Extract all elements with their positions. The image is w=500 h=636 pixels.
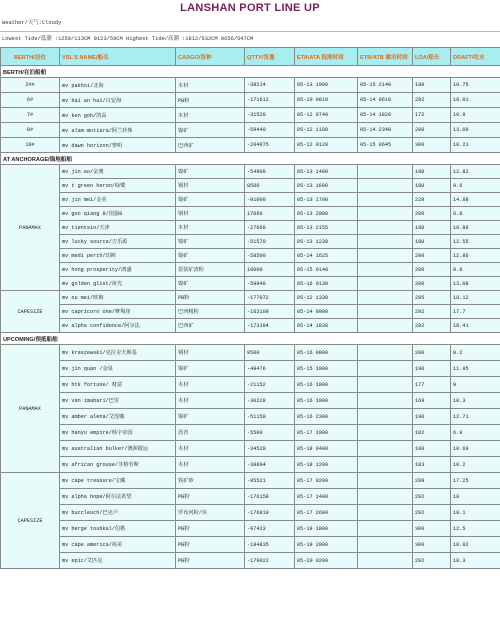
cell-qtty: -171612 bbox=[245, 93, 295, 108]
cell-draft: 13.08 bbox=[451, 277, 500, 291]
cell-qtty: -27660 bbox=[245, 221, 295, 235]
cell-loa: 300 bbox=[413, 138, 451, 153]
cell-vessel: mv cape america/裕美 bbox=[60, 537, 176, 553]
cell-cargo: 镍矿 bbox=[176, 123, 245, 138]
cell-cargo: 镍矿 bbox=[176, 165, 245, 179]
cell-qtty: 17060 bbox=[245, 207, 295, 221]
cell-etb bbox=[358, 425, 413, 441]
cell-etb: 05-14 0610 bbox=[358, 93, 413, 108]
cell-vessel: mv jin quan /金泉 bbox=[60, 361, 176, 377]
cell-eta: 05-16 0800 bbox=[295, 345, 358, 361]
header-etb: ETB/ATB 靠泊时间 bbox=[358, 48, 413, 66]
header-row bbox=[1, 48, 500, 66]
cell-etb bbox=[358, 521, 413, 537]
cell-qtty: -21152 bbox=[245, 377, 295, 393]
anchorage-section bbox=[1, 153, 500, 333]
cell-qtty: -30229 bbox=[245, 393, 295, 409]
cell-qtty: -38214 bbox=[245, 78, 295, 93]
cell-etb: 05-15 0645 bbox=[358, 138, 413, 153]
cell-etb bbox=[358, 305, 413, 319]
berth-section bbox=[1, 66, 500, 153]
table-row bbox=[1, 207, 500, 221]
cell-cargo: PB粉 bbox=[176, 537, 245, 553]
cell-qtty: -38894 bbox=[245, 457, 295, 473]
cell-loa: 180 bbox=[413, 441, 451, 457]
cell-loa: 200 bbox=[413, 263, 451, 277]
cell-vessel: mv kraszewski/克拉舍夫斯基 bbox=[60, 345, 176, 361]
cell-vessel: mv medi perth/珀斯 bbox=[60, 249, 176, 263]
cell-cargo: 铁矿砂 bbox=[176, 473, 245, 489]
cell-etb bbox=[358, 457, 413, 473]
cell-etb bbox=[358, 409, 413, 425]
table-row bbox=[1, 473, 500, 489]
cell-eta: 05-19 1800 bbox=[295, 521, 358, 537]
table-row bbox=[1, 179, 500, 193]
cell-eta: 05-16 0130 bbox=[295, 277, 358, 291]
group-label: CAPESIZE bbox=[1, 473, 60, 569]
cell-draft: 9 bbox=[451, 377, 500, 393]
cell-cargo: 镍矿 bbox=[176, 277, 245, 291]
cell-qtty: -34520 bbox=[245, 441, 295, 457]
cell-draft: 10.69 bbox=[451, 441, 500, 457]
header-draft: DRAFT/吃水 bbox=[451, 48, 500, 66]
cell-loa: 200 bbox=[413, 123, 451, 138]
cell-cargo: 袋装矿渣粉 bbox=[176, 263, 245, 277]
cell-cargo: 镍矿 bbox=[176, 193, 245, 207]
cell-vessel: mv bai an hai/百安海 bbox=[60, 93, 176, 108]
table-row bbox=[1, 553, 500, 569]
cell-qtty: -59440 bbox=[245, 123, 295, 138]
cell-eta: 05-13 1900 bbox=[295, 78, 358, 93]
tide-line: Lowest Tide/低潮 :1259/113CM 0123/59CM Highest Tide/高潮 :1812/532CM 0656/547CM bbox=[0, 31, 500, 47]
cell-cargo: 钢材 bbox=[176, 345, 245, 361]
cell-cargo: 木材 bbox=[176, 441, 245, 457]
cell-vessel: mv ken goh/凯高 bbox=[60, 108, 176, 123]
cell-cargo: 木材 bbox=[176, 377, 245, 393]
cell-loa: 180 bbox=[413, 78, 451, 93]
cell-etb bbox=[358, 319, 413, 333]
cell-draft: 11.95 bbox=[451, 361, 500, 377]
cell-loa: 200 bbox=[413, 249, 451, 263]
cell-eta: 05-20 0200 bbox=[295, 553, 358, 569]
cell-eta: 05-16 2300 bbox=[295, 409, 358, 425]
cell-qtty: -163109 bbox=[245, 305, 295, 319]
cell-vessel: mv hong prosperity/鸿盛 bbox=[60, 263, 176, 277]
lineup-table bbox=[0, 47, 500, 569]
cell-eta: 05-15 1900 bbox=[295, 361, 358, 377]
cell-eta: 05-13 1700 bbox=[295, 193, 358, 207]
cell-cargo: PB粉 bbox=[176, 489, 245, 505]
cell-vessel: mv jin mei/金美 bbox=[60, 193, 176, 207]
cell-etb: 05-14 1820 bbox=[358, 108, 413, 123]
cell-vessel: mv african grouse/非格劳斯 bbox=[60, 457, 176, 473]
cell-vessel: mv jin ao/金澳 bbox=[60, 165, 176, 179]
cell-vessel: mv alpha hope/阿尔法希望 bbox=[60, 489, 176, 505]
table-row bbox=[1, 393, 500, 409]
cell-qtty: -5500 bbox=[245, 425, 295, 441]
cell-etb bbox=[358, 263, 413, 277]
cell-vessel: mv lucky source/吉乐源 bbox=[60, 235, 176, 249]
cell-etb bbox=[358, 291, 413, 305]
cell-qtty: -184835 bbox=[245, 537, 295, 553]
cell-etb bbox=[358, 165, 413, 179]
cell-qtty: 8500 bbox=[245, 179, 295, 193]
cell-loa: 295 bbox=[413, 291, 451, 305]
table-row bbox=[1, 489, 500, 505]
cell-vessel: mv epic/艾匹克 bbox=[60, 553, 176, 569]
cell-loa: 292 bbox=[413, 93, 451, 108]
cell-loa: 292 bbox=[413, 553, 451, 569]
upcoming-section bbox=[1, 333, 500, 569]
cell-qtty: -58500 bbox=[245, 249, 295, 263]
cell-vessel: mv t green heron/绿鹭 bbox=[60, 179, 176, 193]
cell-draft: 18.02 bbox=[451, 537, 500, 553]
cell-vessel: mv hanyu empire/韩宇帝国 bbox=[60, 425, 176, 441]
cell-cargo: PB粉 bbox=[176, 291, 245, 305]
table-row bbox=[1, 425, 500, 441]
cell-loa: 172 bbox=[413, 108, 451, 123]
cell-cargo: 钢材 bbox=[176, 179, 245, 193]
cell-draft: 10.3 bbox=[451, 393, 500, 409]
header-cargo: CARGO/货种 bbox=[176, 48, 245, 66]
cell-etb: 05-15 2140 bbox=[358, 78, 413, 93]
cell-loa: 169 bbox=[413, 393, 451, 409]
cell-loa: 102 bbox=[413, 425, 451, 441]
cell-eta: 05-12 0740 bbox=[295, 108, 358, 123]
header-berth: BERTH/泊位 bbox=[1, 48, 60, 66]
page-title: LANSHAN PORT LINE UP bbox=[180, 2, 320, 14]
table-row bbox=[1, 193, 500, 207]
cell-draft: 18.21 bbox=[451, 138, 500, 153]
cell-loa: 177 bbox=[413, 377, 451, 393]
cell-qtty: -177072 bbox=[245, 291, 295, 305]
cell-cargo: 巴西矿 bbox=[176, 138, 245, 153]
cell-eta: 05-18 0400 bbox=[295, 441, 358, 457]
cell-cargo: PB粉 bbox=[176, 521, 245, 537]
cell-qtty: -51150 bbox=[245, 409, 295, 425]
table-row bbox=[1, 165, 500, 179]
cell-loa: 190 bbox=[413, 361, 451, 377]
table-row bbox=[1, 138, 500, 153]
cell-qtty: 10000 bbox=[245, 263, 295, 277]
cell-eta: 05-17 2600 bbox=[295, 505, 358, 521]
header-eta: ETA/ATA 抵港时间 bbox=[295, 48, 358, 66]
table-row bbox=[1, 108, 500, 123]
cell-draft: 10.9 bbox=[451, 108, 500, 123]
cell-eta: 05-16 1900 bbox=[295, 393, 358, 409]
cell-eta: 05-17 0200 bbox=[295, 473, 358, 489]
table-row bbox=[1, 537, 500, 553]
group-label: PANAMAX bbox=[1, 165, 60, 291]
cell-eta: 05-17 1000 bbox=[295, 425, 358, 441]
cell-etb bbox=[358, 361, 413, 377]
cell-vessel: mv ou mei/欧梅 bbox=[60, 291, 176, 305]
cell-draft: 12.86 bbox=[451, 249, 500, 263]
header-vessel: VSL'S NAME/船名 bbox=[60, 48, 176, 66]
table-row bbox=[1, 221, 500, 235]
cell-draft: 18.41 bbox=[451, 319, 500, 333]
cell-eta: 05-12 1330 bbox=[295, 291, 358, 305]
cell-eta: 05-14 1830 bbox=[295, 319, 358, 333]
cell-eta: 05-13 1400 bbox=[295, 165, 358, 179]
section-upcoming bbox=[1, 333, 500, 345]
cell-berth: 6# bbox=[1, 93, 60, 108]
table-row bbox=[1, 521, 500, 537]
cell-loa: 200 bbox=[413, 277, 451, 291]
section-berth bbox=[1, 66, 500, 78]
cell-vessel: mv cape treasure/宝藏 bbox=[60, 473, 176, 489]
cell-vessel: mv golden glist/祖光 bbox=[60, 277, 176, 291]
cell-draft: 18.12 bbox=[451, 291, 500, 305]
cell-draft: 14.88 bbox=[451, 193, 500, 207]
header-loa: LOA/船长 bbox=[413, 48, 451, 66]
cell-cargo: 罗布河粉/块 bbox=[176, 505, 245, 521]
cell-etb bbox=[358, 277, 413, 291]
cell-etb bbox=[358, 505, 413, 521]
cell-etb bbox=[358, 441, 413, 457]
table-row bbox=[1, 263, 500, 277]
weather-line: Weather/天气:Cloudy bbox=[2, 20, 62, 26]
table-row bbox=[1, 441, 500, 457]
cell-eta: 05-16 1800 bbox=[295, 377, 358, 393]
cell-eta: 05-15 0140 bbox=[295, 263, 358, 277]
cell-eta: 05-12 0120 bbox=[295, 138, 358, 153]
cell-loa: 289 bbox=[413, 473, 451, 489]
section-upcoming-label: UPCOMING/预抵船舶 bbox=[1, 333, 500, 345]
cell-loa: 190 bbox=[413, 409, 451, 425]
cell-qtty: -59940 bbox=[245, 277, 295, 291]
cell-cargo: PB粉 bbox=[176, 553, 245, 569]
cell-draft: 6.9 bbox=[451, 425, 500, 441]
cell-cargo: 镍矿 bbox=[176, 409, 245, 425]
cell-berth: 10# bbox=[1, 138, 60, 153]
cell-loa: 292 bbox=[413, 505, 451, 521]
cell-cargo: 木材 bbox=[176, 393, 245, 409]
cell-draft: 9.9 bbox=[451, 263, 500, 277]
cell-etb bbox=[358, 393, 413, 409]
cell-vessel: mv pakhoi/北海 bbox=[60, 78, 176, 93]
cell-cargo: PB粉 bbox=[176, 93, 245, 108]
cell-cargo: 木材 bbox=[176, 457, 245, 473]
cell-vessel: mv van imabari/巴里 bbox=[60, 393, 176, 409]
cell-draft: 18 bbox=[451, 489, 500, 505]
cell-draft: 12.71 bbox=[451, 409, 500, 425]
header-qtty: QTTY/货量 bbox=[245, 48, 295, 66]
cell-etb bbox=[358, 377, 413, 393]
cell-vessel: mv australian bulker/澳洲散运 bbox=[60, 441, 176, 457]
cell-draft: 9.6 bbox=[451, 179, 500, 193]
cell-eta: 05-19 2000 bbox=[295, 537, 358, 553]
cell-qtty: -176810 bbox=[245, 505, 295, 521]
cell-vessel: mv buccleuch/巴克卢 bbox=[60, 505, 176, 521]
cell-loa: 200 bbox=[413, 345, 451, 361]
cell-loa: 190 bbox=[413, 179, 451, 193]
cell-berth: 8# bbox=[1, 123, 60, 138]
cell-qtty: -173194 bbox=[245, 319, 295, 333]
cell-etb bbox=[358, 537, 413, 553]
cell-draft: 12.5 bbox=[451, 521, 500, 537]
cell-eta: 05-13 2000 bbox=[295, 207, 358, 221]
cell-eta: 05-13 2155 bbox=[295, 221, 358, 235]
cell-qtty: -51570 bbox=[245, 235, 295, 249]
cell-cargo: 巴西矿 bbox=[176, 319, 245, 333]
cell-eta: 05-17 1400 bbox=[295, 489, 358, 505]
cell-loa: 292 bbox=[413, 305, 451, 319]
cell-vessel: mv capricorn one/摩羯座 bbox=[60, 305, 176, 319]
cell-etb bbox=[358, 489, 413, 505]
cell-eta: 05-14 0000 bbox=[295, 305, 358, 319]
cell-qtty: -204075 bbox=[245, 138, 295, 153]
table-row bbox=[1, 291, 500, 305]
cell-eta: 05-14 1625 bbox=[295, 249, 358, 263]
cell-etb bbox=[358, 345, 413, 361]
cell-loa: 200 bbox=[413, 207, 451, 221]
table-row bbox=[1, 277, 500, 291]
cell-etb bbox=[358, 235, 413, 249]
cell-cargo: 木材 bbox=[176, 108, 245, 123]
cell-etb bbox=[358, 221, 413, 235]
group-label: PANAMAX bbox=[1, 345, 60, 473]
cell-etb bbox=[358, 249, 413, 263]
cell-cargo: 沥青 bbox=[176, 425, 245, 441]
cell-draft: 18.1 bbox=[451, 505, 500, 521]
cell-qtty: -54900 bbox=[245, 165, 295, 179]
cell-loa: 300 bbox=[413, 537, 451, 553]
table-row bbox=[1, 123, 500, 138]
cell-cargo: 镍矿 bbox=[176, 235, 245, 249]
cell-draft: 17.25 bbox=[451, 473, 500, 489]
cell-vessel: mv berge toubkal/伯勒 bbox=[60, 521, 176, 537]
cell-qtty: -85521 bbox=[245, 473, 295, 489]
cell-draft: 10.2 bbox=[451, 457, 500, 473]
cell-cargo: 钢材 bbox=[176, 207, 245, 221]
cell-cargo: 木材 bbox=[176, 221, 245, 235]
cell-vessel: mv amber alena/艾莲娜 bbox=[60, 409, 176, 425]
cell-eta: 05-13 1230 bbox=[295, 235, 358, 249]
cell-qtty: -97423 bbox=[245, 521, 295, 537]
cell-etb bbox=[358, 179, 413, 193]
cell-draft: 6.8 bbox=[451, 207, 500, 221]
table-row bbox=[1, 409, 500, 425]
cell-berth: 2## bbox=[1, 78, 60, 93]
cell-draft: 13.09 bbox=[451, 123, 500, 138]
cell-vessel: mv goo qiang 8/国强8 bbox=[60, 207, 176, 221]
cell-qtty: -49476 bbox=[245, 361, 295, 377]
cell-draft: 12.82 bbox=[451, 165, 500, 179]
table-row bbox=[1, 345, 500, 361]
cell-loa: 292 bbox=[413, 319, 451, 333]
cell-loa: 190 bbox=[413, 235, 451, 249]
cell-qtty: -31520 bbox=[245, 108, 295, 123]
cell-loa: 180 bbox=[413, 221, 451, 235]
cell-draft: 18.3 bbox=[451, 553, 500, 569]
cell-cargo: 巴西粗粉 bbox=[176, 305, 245, 319]
cell-eta: 05-13 1600 bbox=[295, 179, 358, 193]
cell-cargo: 木材 bbox=[176, 78, 245, 93]
table-row bbox=[1, 319, 500, 333]
cell-vessel: mv tientsin/天津 bbox=[60, 221, 176, 235]
cell-eta: 05-12 1100 bbox=[295, 123, 358, 138]
cell-loa: 300 bbox=[413, 521, 451, 537]
cell-etb bbox=[358, 473, 413, 489]
table-row bbox=[1, 377, 500, 393]
section-anchorage-label: AT ANCHORAGE/锚地船舶 bbox=[1, 153, 500, 165]
cell-draft: 12.55 bbox=[451, 235, 500, 249]
cell-draft: 10.75 bbox=[451, 78, 500, 93]
table-row bbox=[1, 235, 500, 249]
table-row bbox=[1, 93, 500, 108]
cell-etb bbox=[358, 207, 413, 221]
cell-loa: 183 bbox=[413, 457, 451, 473]
cell-berth: 7# bbox=[1, 108, 60, 123]
section-anchorage bbox=[1, 153, 500, 165]
cell-etb bbox=[358, 553, 413, 569]
table-row bbox=[1, 457, 500, 473]
cell-loa: 229 bbox=[413, 193, 451, 207]
section-berth-label: BERTH/在泊船舶 bbox=[1, 66, 500, 78]
cell-vessel: mv htk fortune/ 财富 bbox=[60, 377, 176, 393]
cell-eta: 05-18 1200 bbox=[295, 457, 358, 473]
table-row bbox=[1, 249, 500, 263]
cell-draft: 10.86 bbox=[451, 221, 500, 235]
cell-etb bbox=[358, 193, 413, 207]
cell-cargo: 镍矿 bbox=[176, 361, 245, 377]
cell-qtty: -179022 bbox=[245, 553, 295, 569]
cell-loa: 292 bbox=[413, 489, 451, 505]
cell-eta: 05-10 0810 bbox=[295, 93, 358, 108]
table-row bbox=[1, 305, 500, 319]
cell-vessel: mv dawn horizon/黎明 bbox=[60, 138, 176, 153]
cell-loa: 190 bbox=[413, 165, 451, 179]
cell-draft: 17.7 bbox=[451, 305, 500, 319]
cell-vessel: mv alpha confidence/阿尔法 bbox=[60, 319, 176, 333]
cell-qtty: -91000 bbox=[245, 193, 295, 207]
cell-draft: 18.01 bbox=[451, 93, 500, 108]
cell-draft: 8.2 bbox=[451, 345, 500, 361]
cell-qtty: 9500 bbox=[245, 345, 295, 361]
table-row bbox=[1, 361, 500, 377]
cell-etb: 05-14 2340 bbox=[358, 123, 413, 138]
group-label: CAPESIZE bbox=[1, 291, 60, 333]
table-row bbox=[1, 505, 500, 521]
table-row bbox=[1, 78, 500, 93]
cell-vessel: mv alam mutiara/阿兰珍珠 bbox=[60, 123, 176, 138]
cell-cargo: 镍矿 bbox=[176, 249, 245, 263]
cell-qtty: -176158 bbox=[245, 489, 295, 505]
